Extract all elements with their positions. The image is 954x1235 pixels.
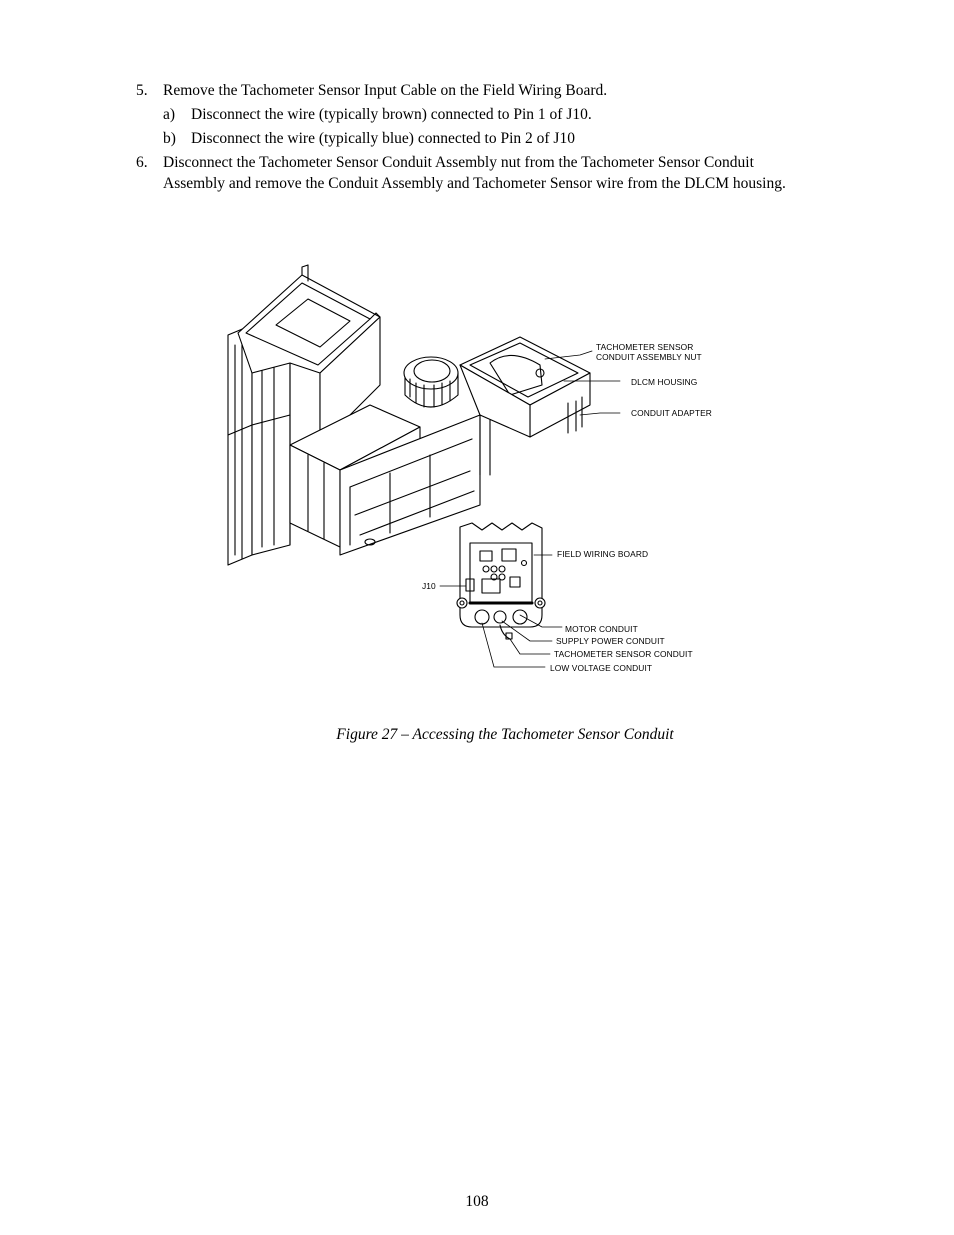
substep-text: Disconnect the wire (typically brown) connected to Pin 1 of J10. — [191, 106, 592, 123]
knob — [404, 357, 458, 407]
callout-conduit-adapter: CONDUIT ADAPTER — [631, 408, 712, 418]
step-text-line-1: Disconnect the Tachometer Sensor Conduit Assembly nut from the Tachometer Sensor Conduit — [163, 154, 754, 171]
callout-field-wiring-board: FIELD WIRING BOARD — [557, 549, 649, 559]
substep-label: a) — [163, 106, 176, 123]
callout-supply-power-conduit: SUPPLY POWER CONDUIT — [556, 636, 665, 646]
callout-dlcm-housing: DLCM HOUSING — [631, 377, 698, 387]
substep-a — [163, 104, 863, 125]
dlcm-line-drawing — [190, 255, 770, 695]
callout-low-voltage-conduit: LOW VOLTAGE CONDUIT — [550, 663, 653, 673]
step-number: 5. — [136, 82, 148, 99]
page-number: 108 — [465, 1193, 489, 1210]
step-number: 6. — [136, 154, 148, 171]
substep-b — [163, 128, 863, 149]
callout-tach-nut-line-1: TACHOMETER SENSOR — [596, 342, 694, 352]
callout-tach-sensor-conduit: TACHOMETER SENSOR CONDUIT — [554, 649, 693, 659]
callout-j10: J10 — [422, 581, 436, 591]
figure-caption: Figure 27 – Accessing the Tachometer Sensor Conduit — [336, 726, 674, 743]
callout-tach-nut — [596, 342, 702, 362]
step-5 — [136, 80, 896, 101]
actuator-body — [228, 265, 480, 565]
step-text-line-2: Assembly and remove the Conduit Assembly and Tachometer Sensor wire from the DLCM housing. — [163, 175, 786, 192]
substep-label: b) — [163, 130, 176, 147]
substep-text: Disconnect the wire (typically blue) connected to Pin 2 of J10 — [191, 130, 575, 147]
callout-motor-conduit: MOTOR CONDUIT — [565, 624, 638, 634]
step-text: Remove the Tachometer Sensor Input Cable on the Field Wiring Board. — [163, 82, 608, 99]
figure-27 — [190, 255, 770, 695]
step-6 — [136, 152, 916, 194]
callout-tach-nut-line-2: CONDUIT ASSEMBLY NUT — [596, 352, 702, 362]
dlcm-housing-drawing — [460, 337, 590, 475]
